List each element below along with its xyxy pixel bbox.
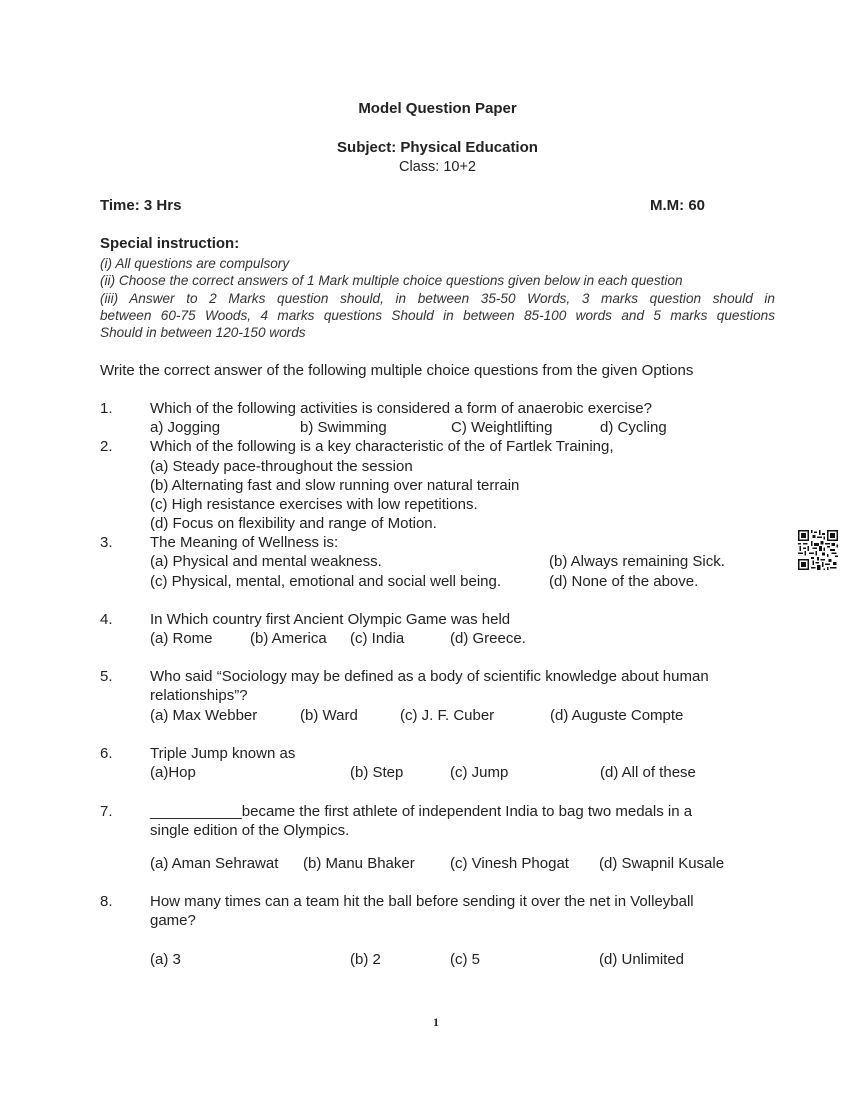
instruction-iii-line-2: between 60-75 Woods, 4 marks questions Should in between 85-100 words and 5 marks questions bbox=[100, 307, 775, 323]
question-2-option-a: (a) Steady pace-throughout the session bbox=[150, 458, 413, 475]
question-1-option-d: d) Cycling bbox=[600, 419, 667, 436]
mcq-directive: Write the correct answer of the following multiple choice questions from the given Options bbox=[100, 362, 694, 379]
question-4-text: In Which country first Ancient Olympic Game was held bbox=[150, 611, 511, 628]
question-6-option-c: (c) Jump bbox=[450, 764, 509, 781]
question-7-option-c: (c) Vinesh Phogat bbox=[450, 855, 569, 872]
question-8-text-line-1: How many times can a team hit the ball before sending it over the net in Volleyball bbox=[150, 893, 694, 910]
question-2-option-b: (b) Alternating fast and slow running over natural terrain bbox=[150, 477, 520, 494]
class-line: Class: 10+2 bbox=[399, 159, 476, 175]
instructions-block bbox=[100, 255, 775, 341]
instruction-iii-line-3: Should in between 120-150 words bbox=[100, 325, 306, 341]
question-7-text-line-1: ___________became the first athlete of independent India to bag two medals in a bbox=[150, 803, 693, 820]
question-1-number: 1. bbox=[100, 400, 113, 417]
question-4-option-b: (b) America bbox=[250, 630, 327, 647]
question-3-option-d: (d) None of the above. bbox=[549, 573, 699, 590]
question-4-option-a: (a) Rome bbox=[150, 630, 213, 647]
question-3-number: 3. bbox=[100, 534, 113, 551]
question-8-option-c: (c) 5 bbox=[450, 951, 480, 968]
instruction-ii: (ii) Choose the correct answers of 1 Mark multiple choice questions given below in each question bbox=[100, 273, 683, 289]
question-1-text: Which of the following activities is considered a form of anaerobic exercise? bbox=[150, 400, 652, 417]
question-1-option-c: C) Weightlifting bbox=[451, 419, 553, 436]
question-7-number: 7. bbox=[100, 803, 113, 820]
question-7-option-a: (a) Aman Sehrawat bbox=[150, 855, 279, 872]
question-3-text: The Meaning of Wellness is: bbox=[150, 534, 339, 551]
question-2-option-c: (c) High resistance exercises with low repetitions. bbox=[150, 496, 478, 513]
question-8-option-b: (b) 2 bbox=[350, 951, 381, 968]
question-5-text-line-2: relationships”? bbox=[150, 687, 248, 704]
question-7-text-line-2: single edition of the Olympics. bbox=[150, 822, 350, 839]
instruction-iii-line-1: (iii) Answer to 2 Marks question should, in between 35-50 Words, 3 marks question should in bbox=[100, 290, 775, 306]
question-2-text: Which of the following is a key characteristic of the of Fartlek Training, bbox=[150, 438, 614, 455]
subject-line: Subject: Physical Education bbox=[337, 139, 538, 156]
question-3-option-a: (a) Physical and mental weakness. bbox=[150, 553, 382, 570]
question-5-option-d: (d) Auguste Compte bbox=[550, 707, 684, 724]
question-2-option-d: (d) Focus on flexibility and range of Motion. bbox=[150, 515, 437, 532]
instruction-i: (i) All questions are compulsory bbox=[100, 256, 290, 271]
maximum-marks: M.M: 60 bbox=[650, 197, 706, 214]
question-2-number: 2. bbox=[100, 438, 113, 455]
question-5-text-line-1: Who said “Sociology may be defined as a body of scientific knowledge about human bbox=[150, 668, 709, 685]
time-allowed: Time: 3 Hrs bbox=[100, 197, 182, 214]
question-6-option-d: (d) All of these bbox=[600, 764, 696, 781]
question-7-option-b: (b) Manu Bhaker bbox=[303, 855, 415, 872]
paper-title: Model Question Paper bbox=[358, 100, 517, 117]
question-1-option-b: b) Swimming bbox=[300, 419, 387, 436]
question-4-option-c: (c) India bbox=[350, 630, 405, 647]
question-1-option-a: a) Jogging bbox=[150, 419, 221, 436]
question-3-option-c: (c) Physical, mental, emotional and social well being. bbox=[150, 573, 501, 590]
question-6-option-b: (b) Step bbox=[350, 764, 404, 781]
question-8-text-line-2: game? bbox=[150, 912, 196, 929]
question-5-number: 5. bbox=[100, 668, 113, 685]
qr-code-icon bbox=[798, 530, 838, 570]
question-3-option-b: (b) Always remaining Sick. bbox=[549, 553, 725, 570]
question-5-option-a: (a) Max Webber bbox=[150, 707, 258, 724]
question-8-option-d: (d) Unlimited bbox=[599, 951, 685, 968]
question-6-text: Triple Jump known as bbox=[150, 745, 296, 762]
question-4-number: 4. bbox=[100, 611, 113, 628]
question-5-option-b: (b) Ward bbox=[300, 707, 358, 724]
page-number: 1 bbox=[433, 1015, 439, 1029]
question-8-number: 8. bbox=[100, 893, 113, 910]
question-5-option-c: (c) J. F. Cuber bbox=[400, 707, 495, 724]
instructions-heading: Special instruction: bbox=[100, 235, 240, 252]
question-6-number: 6. bbox=[100, 745, 113, 762]
question-6-option-a: (a)Hop bbox=[150, 764, 196, 781]
question-4-option-d: (d) Greece. bbox=[450, 630, 526, 647]
question-7-option-d: (d) Swapnil Kusale bbox=[599, 855, 725, 872]
question-8-option-a: (a) 3 bbox=[150, 951, 181, 968]
